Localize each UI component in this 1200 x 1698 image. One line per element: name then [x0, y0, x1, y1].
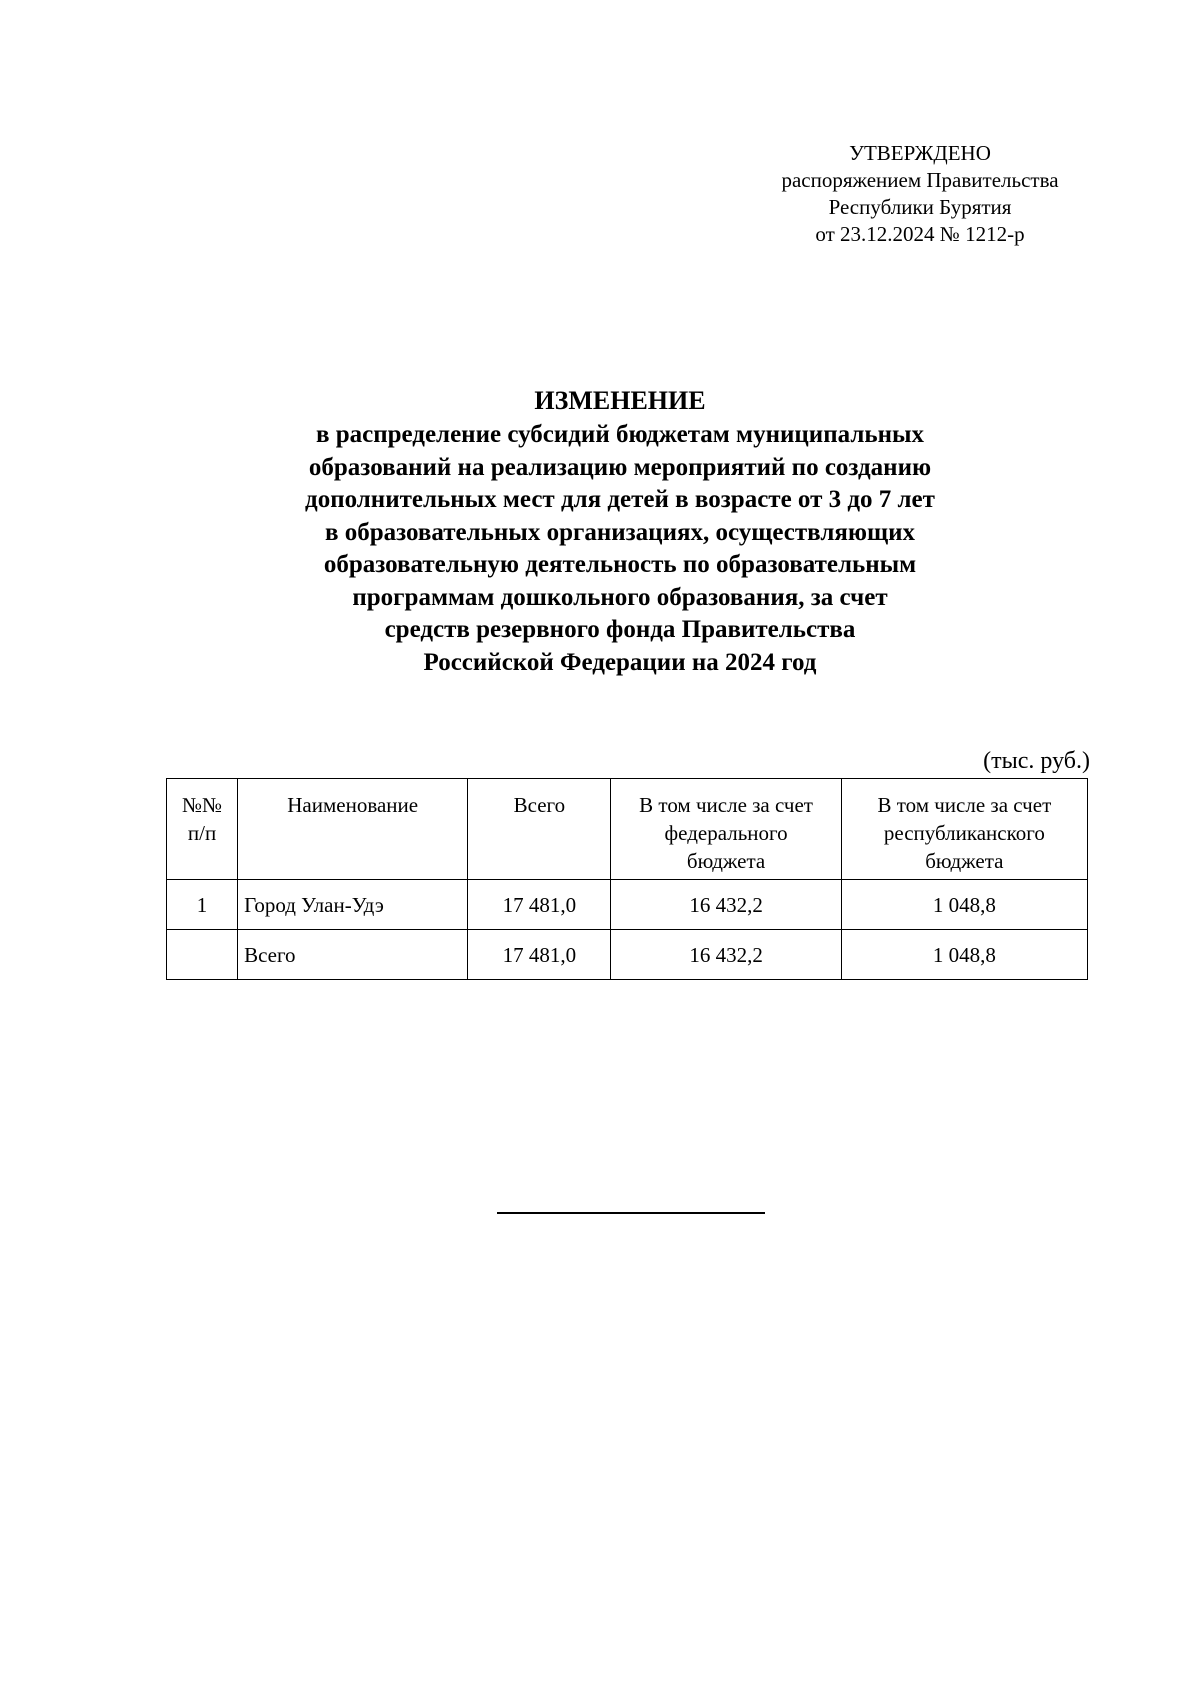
document-title [200, 384, 1040, 679]
header-republican: В том числе за счет республиканского бюджета [841, 779, 1087, 880]
cell-total: 17 481,0 [468, 880, 611, 930]
units-label: (тыс. руб.) [983, 748, 1090, 774]
table-row [167, 880, 1088, 930]
approval-stamp [740, 140, 1100, 248]
header-federal: В том числе за счет федерального бюджета [611, 779, 841, 880]
closing-divider [497, 1212, 765, 1214]
title-line: программам дошкольного образования, за счет [352, 583, 888, 611]
title-line: средств резервного фонда Правительства [384, 616, 856, 643]
title-line: в образовательных организациях, осуществляющих [324, 518, 915, 546]
cell-number: 1 [167, 880, 238, 930]
title-line: образований на реализацию мероприятий по созданию [308, 453, 932, 481]
title-line: Российской Федерации на 2024 год [423, 648, 817, 676]
cell-republican: 1 048,8 [841, 880, 1087, 930]
cell-name: Всего [238, 930, 468, 980]
cell-total: 17 481,0 [468, 930, 611, 980]
document-heading: ИЗМЕНЕНИЕ [534, 386, 706, 415]
approval-date-number: от 23.12.2024 № 1212-р [815, 222, 1025, 246]
table-total-row [167, 930, 1088, 980]
cell-number [167, 930, 238, 980]
cell-federal: 16 432,2 [611, 880, 841, 930]
title-line: дополнительных мест для детей в возрасте от 3 до 7 лет [305, 486, 935, 513]
approval-label: УТВЕРЖДЕНО [849, 141, 991, 165]
header-number: №№ п/п [167, 779, 238, 880]
approval-issuer: распоряжением Правительства [781, 168, 1059, 192]
table-header-row [167, 779, 1088, 880]
cell-republican: 1 048,8 [841, 930, 1087, 980]
title-line: образовательную деятельность по образовательным [323, 551, 917, 578]
title-line: в распределение субсидий бюджетам муниципальных [315, 421, 924, 448]
header-total: Всего [468, 779, 611, 880]
distribution-table [166, 778, 1088, 980]
cell-name: Город Улан-Удэ [238, 880, 468, 930]
cell-federal: 16 432,2 [611, 930, 841, 980]
approval-government: Республики Бурятия [828, 195, 1012, 219]
header-name: Наименование [238, 779, 468, 880]
